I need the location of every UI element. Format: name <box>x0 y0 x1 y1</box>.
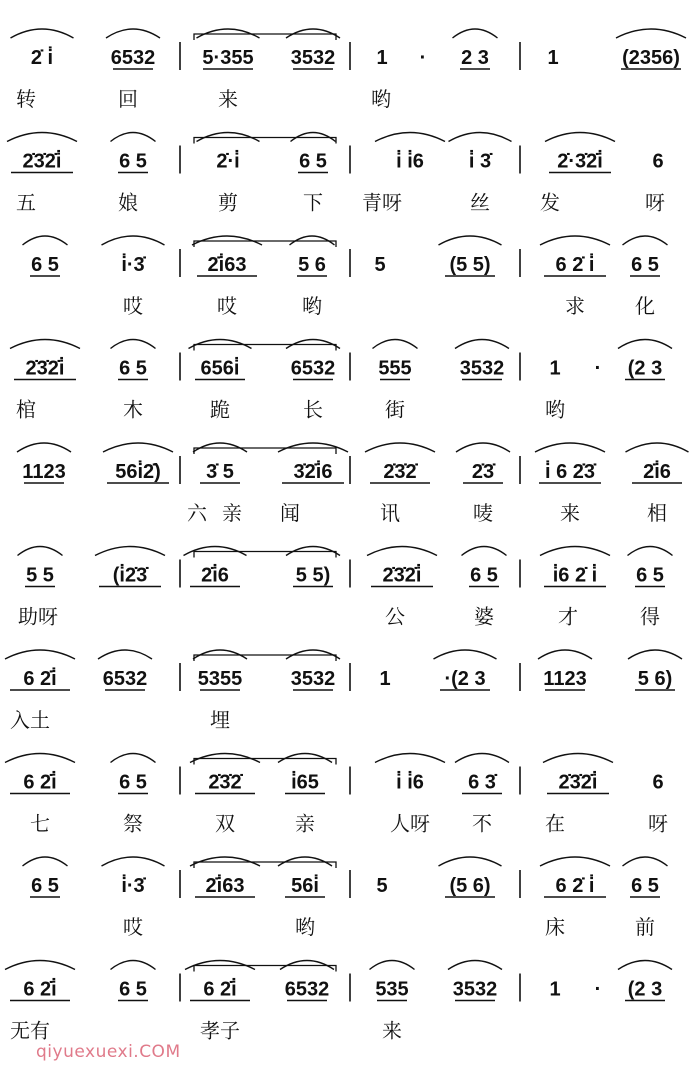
note-group: 2̇3̇2̇i̇ <box>558 771 598 794</box>
slur-mark <box>439 236 502 245</box>
note-group: 6 2̇ i̇ <box>555 254 595 276</box>
lyric-syllable: 长 <box>303 397 323 422</box>
slur-mark <box>5 650 75 659</box>
note-group: i̇6 2̇ i̇ <box>552 564 598 587</box>
note-group: i̇65 <box>291 771 319 794</box>
site-watermark <box>36 1042 181 1062</box>
lyric-syllable: 青呀 <box>362 190 402 215</box>
note-group: 6 5 <box>636 564 664 587</box>
lyric-syllable: 孝子 <box>200 1018 240 1043</box>
lyric-syllable: 呀 <box>648 811 668 836</box>
lyric-syllable: 公 <box>385 604 405 629</box>
note-group: i̇·3̇ <box>121 254 145 276</box>
slur-mark <box>448 961 502 970</box>
lyric-syllable: 来 <box>560 501 580 525</box>
note-group: 2̇3̇2̇i̇ <box>25 357 65 380</box>
note-group: 6 5 <box>119 978 147 1001</box>
slur-mark <box>535 443 605 452</box>
lyric-syllable: 丝 <box>470 190 490 215</box>
note-group: (i̇2̇3̇ <box>112 564 148 587</box>
lyric-syllable: 唛 <box>473 501 493 525</box>
lyric-syllable: 跪 <box>210 397 230 422</box>
note-group: 6 5 <box>31 254 59 276</box>
lyric-syllable: 哎 <box>123 294 143 318</box>
slur-mark <box>543 754 613 763</box>
slur-mark <box>456 443 510 452</box>
note-group: (2356) <box>622 47 680 69</box>
slur-mark <box>626 443 689 452</box>
note-group: 6 5 <box>470 564 498 587</box>
slur-mark <box>618 961 672 970</box>
lyric-syllable: 在 <box>545 811 565 836</box>
slur-mark <box>111 754 156 763</box>
note-group: 1123 <box>543 668 587 690</box>
lyric-syllable: 双 <box>215 811 235 836</box>
watermark-text: qiyuexuexi.COM <box>36 1042 181 1062</box>
note-group: 6 2̇ i̇ <box>555 875 595 897</box>
lyric-syllable: 哎 <box>217 294 237 318</box>
note-group: 5 <box>376 875 388 897</box>
lyric-syllable: 棺 <box>16 397 36 422</box>
lyric-syllable: 街 <box>385 397 405 422</box>
lyric-syllable: 回 <box>118 87 138 111</box>
note-group: 2̇3̇2̇i̇ <box>22 150 62 173</box>
note-group: 6532 <box>110 47 156 69</box>
note-group: 3̇ 5 <box>206 461 234 483</box>
lyric-syllable: 得 <box>640 604 660 629</box>
lyric-syllable: 讯 <box>380 501 400 525</box>
note-group: 2̇3̇2̇i̇ <box>382 564 422 587</box>
score-row <box>5 961 672 1043</box>
note-group: (2 3 <box>627 978 663 1001</box>
lyric-syllable: 人呀 <box>390 811 430 836</box>
note-group: 3532 <box>459 357 505 380</box>
note-group: 1 <box>549 978 561 1001</box>
lyric-syllable: 亲 <box>295 811 315 836</box>
slur-mark <box>540 236 610 245</box>
note-group: 5 6 <box>298 254 326 276</box>
lyric-syllable: 相 <box>647 501 667 525</box>
slur-mark <box>11 29 74 38</box>
note-group: 6 5 <box>631 875 659 897</box>
slur-mark <box>375 133 445 142</box>
note-group: 1 <box>549 357 561 380</box>
note-group: (5 5) <box>449 254 491 276</box>
phrase-bracket <box>194 241 336 247</box>
lyric-syllable: 剪 <box>218 190 238 215</box>
note-group: · <box>419 47 427 69</box>
note-group: 6 5 <box>299 150 327 173</box>
lyric-syllable: 才 <box>558 604 578 629</box>
slur-mark <box>95 547 165 556</box>
note-group: 1 <box>376 47 388 69</box>
note-group: 2̇i̇6 <box>643 461 671 483</box>
note-group: · <box>594 978 602 1001</box>
lyric-syllable: 哟 <box>295 915 315 939</box>
note-group: 2̇3̇2̇ <box>208 771 242 794</box>
lyric-syllable: 哟 <box>302 294 322 318</box>
note-group: 5 5) <box>295 564 331 587</box>
slur-mark <box>453 29 498 38</box>
phrase-bracket <box>194 552 336 558</box>
note-group: 5·355 <box>202 47 254 69</box>
lyric-syllable: 祭 <box>123 811 143 836</box>
lyric-syllable: 六 <box>187 501 207 525</box>
note-group: 535 <box>375 978 409 1001</box>
note-group: i̇ i̇6 <box>396 150 424 173</box>
lyric-syllable: 发 <box>540 190 560 215</box>
note-group: 2̇·i̇ <box>216 150 240 173</box>
score-row <box>5 754 668 836</box>
note-group: 6532 <box>290 357 336 380</box>
note-group: 1123 <box>22 461 66 483</box>
lyric-syllable: 七 <box>30 811 50 836</box>
note-group: 3̇2̇i̇6 <box>293 461 333 483</box>
slur-mark <box>538 650 592 659</box>
phrase-bracket <box>194 759 336 765</box>
note-group: 2̇i̇63 <box>207 254 247 276</box>
lyric-syllable: 转 <box>16 87 36 111</box>
slur-mark <box>367 547 437 556</box>
lyric-syllable: 来 <box>218 87 238 111</box>
slur-mark <box>439 857 502 866</box>
note-group: 555 <box>378 357 412 380</box>
note-group: 56i̇2̇) <box>115 461 161 483</box>
lyric-syllable: 婆 <box>474 604 494 629</box>
lyric-syllable: 入土 <box>10 708 50 732</box>
score-row <box>23 236 668 318</box>
note-group: (5 6) <box>449 875 491 897</box>
slur-mark <box>17 443 71 452</box>
lyric-syllable: 来 <box>382 1018 402 1043</box>
note-group: 6 5 <box>119 357 147 380</box>
note-group: 2̇3̇2̇ <box>383 461 417 483</box>
note-group: · <box>594 357 602 380</box>
note-group: i̇ 6 2̇3̇ <box>544 461 596 483</box>
lyric-syllable: 前 <box>635 915 655 939</box>
note-group: 6 2̇i̇ <box>23 978 57 1001</box>
note-group: 6 5 <box>119 150 147 173</box>
slur-mark <box>434 650 497 659</box>
slur-mark <box>5 754 75 763</box>
note-group: 1 <box>547 47 559 69</box>
note-group: i̇·3̇ <box>121 875 145 897</box>
note-group: 6 2̇i̇ <box>23 771 57 794</box>
slur-mark <box>545 133 615 142</box>
slur-mark <box>628 547 673 556</box>
lyric-syllable: 床 <box>545 915 565 939</box>
note-group: 5 5 <box>26 564 54 587</box>
lyric-syllable: 五 <box>16 190 36 215</box>
note-group: 56i̇ <box>291 875 319 897</box>
lyric-syllable: 木 <box>123 397 143 422</box>
note-group: 2̇i̇63 <box>205 875 245 897</box>
slur-mark <box>370 961 415 970</box>
lyric-syllable: 亲 <box>222 501 242 525</box>
note-group: 6532 <box>284 978 330 1001</box>
note-group: 5355 <box>197 668 243 690</box>
slur-mark <box>616 29 686 38</box>
lyric-syllable: 娘 <box>118 190 138 215</box>
slur-mark <box>618 340 672 349</box>
slur-mark <box>462 547 507 556</box>
slur-mark <box>23 236 68 245</box>
score-rows <box>5 29 689 1043</box>
slur-mark <box>540 547 610 556</box>
note-group: 3532 <box>290 668 336 690</box>
slur-mark <box>102 236 165 245</box>
note-group: i̇ 3̇ <box>468 150 492 173</box>
note-group: 6 2̇i̇ <box>23 668 57 690</box>
note-group: 3532 <box>290 47 336 69</box>
slur-mark <box>23 857 68 866</box>
phrase-bracket <box>194 138 336 144</box>
slur-mark <box>375 754 445 763</box>
note-group: 2 3 <box>461 47 489 69</box>
note-group: 6 5 <box>31 875 59 897</box>
slur-mark <box>540 857 610 866</box>
slur-mark <box>10 340 80 349</box>
slur-mark <box>111 340 156 349</box>
note-group: 5 6) <box>637 668 673 690</box>
lyric-syllable: 化 <box>635 294 655 318</box>
note-group: 6 <box>652 771 664 794</box>
score-row <box>7 133 665 215</box>
note-group: 6 2̇i̇ <box>203 978 237 1001</box>
slur-mark <box>628 650 682 659</box>
phrase-bracket <box>194 862 336 868</box>
phrase-bracket <box>194 34 336 40</box>
slur-mark <box>455 340 509 349</box>
phrase-bracket <box>194 448 336 454</box>
lyric-syllable: 无有 <box>10 1018 50 1043</box>
score-row <box>10 340 672 422</box>
slur-mark <box>111 961 156 970</box>
slur-mark <box>365 443 435 452</box>
slur-mark <box>5 961 75 970</box>
lyric-syllable: 哟 <box>371 87 391 111</box>
note-group: 3532 <box>452 978 498 1001</box>
note-group: 6 5 <box>631 254 659 276</box>
note-group: 2̇ i̇ <box>30 47 54 69</box>
lyric-syllable: 哟 <box>545 397 565 422</box>
slur-mark <box>7 133 77 142</box>
slur-mark <box>623 857 668 866</box>
note-group: 2̇·3̇2̇i̇ <box>557 150 603 173</box>
note-group: 6 <box>652 150 664 173</box>
note-group: 656i̇ <box>200 357 240 380</box>
lyric-syllable: 呀 <box>645 190 665 215</box>
phrase-bracket <box>194 655 336 661</box>
phrase-bracket <box>194 345 336 351</box>
slur-mark <box>455 754 509 763</box>
note-group: 6532 <box>102 668 148 690</box>
score-row <box>5 650 682 732</box>
lyric-syllable: 哎 <box>123 915 143 939</box>
lyric-syllable: 下 <box>303 190 323 215</box>
score-row <box>17 443 689 525</box>
note-group: 2̇i̇6 <box>201 564 229 587</box>
slur-mark <box>98 650 152 659</box>
note-group: 5 <box>374 254 386 276</box>
note-group: 1 <box>379 668 391 690</box>
lyric-syllable: 埋 <box>210 708 230 732</box>
note-group: i̇ i̇6 <box>396 771 424 794</box>
note-group: ·(2 3 <box>444 668 486 690</box>
slur-mark <box>103 443 173 452</box>
slur-mark <box>111 133 156 142</box>
note-group: 2̇3̇ <box>471 461 495 483</box>
lyric-syllable: 助呀 <box>18 604 58 629</box>
slur-mark <box>106 29 160 38</box>
lyric-syllable: 求 <box>565 294 585 318</box>
note-group: 6 5 <box>119 771 147 794</box>
note-group: (2 3 <box>627 357 663 380</box>
note-group: 6 3̇ <box>468 771 496 794</box>
slur-mark <box>102 857 165 866</box>
lyric-syllable: 闻 <box>280 501 300 525</box>
slur-mark <box>373 340 418 349</box>
score-row <box>11 29 687 111</box>
lyric-syllable: 不 <box>472 811 492 836</box>
score-row <box>23 857 668 939</box>
slur-mark <box>18 547 63 556</box>
score-row <box>18 547 673 629</box>
phrase-bracket <box>194 966 336 972</box>
slur-mark <box>449 133 512 142</box>
slur-mark <box>623 236 668 245</box>
